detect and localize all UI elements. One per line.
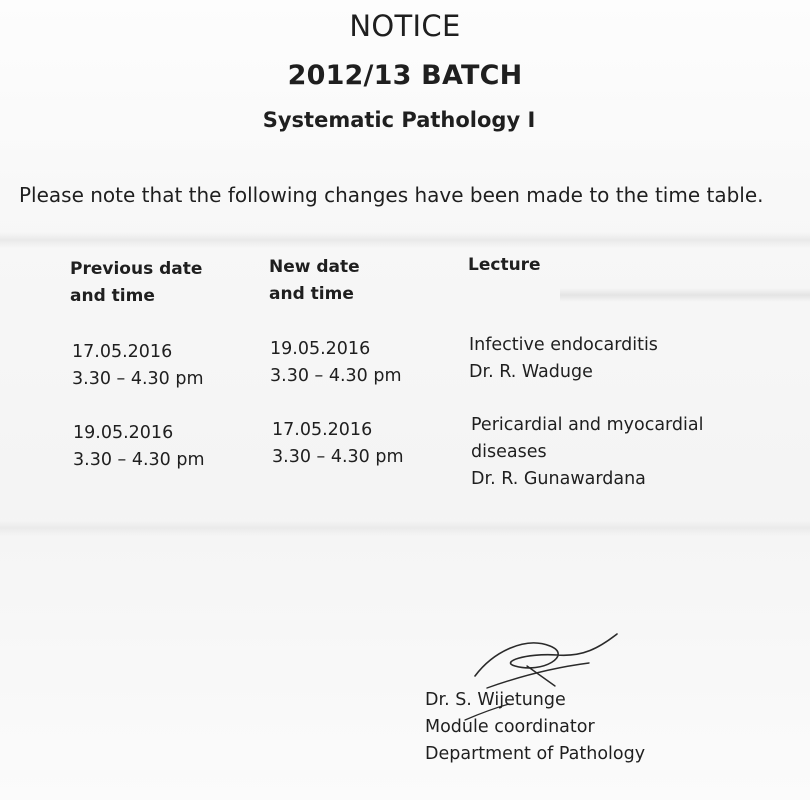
date: 19.05.2016 — [73, 423, 174, 443]
date: 19.05.2016 — [270, 339, 371, 359]
course-title: Systematic Pathology I — [262, 108, 536, 132]
signatory-department: Department of Pathology — [425, 744, 646, 764]
lecture-title: Pericardial and myocardial — [471, 415, 704, 435]
date: 17.05.2016 — [72, 342, 173, 362]
row-1-previous — [72, 339, 204, 393]
lecture-title-continued: diseases — [471, 442, 547, 462]
header-new-date-time — [269, 254, 439, 308]
header-line: and time — [269, 284, 354, 304]
signatory-role: Module coordinator — [425, 717, 595, 737]
row-2-previous — [73, 420, 205, 474]
notice-heading: NOTICE — [349, 9, 461, 43]
header-line: and time — [70, 286, 155, 306]
header-line: New date — [269, 257, 360, 277]
header-lecture: Lecture — [468, 255, 541, 275]
lecturer: Dr. R. Gunawardana — [471, 469, 646, 489]
time: 3.30 – 4.30 pm — [73, 450, 205, 470]
signatory-block — [425, 687, 645, 768]
signatory-name: Dr. S. Wijetunge — [425, 690, 566, 710]
lecture-title: Infective endocarditis — [469, 335, 658, 355]
row-2-lecture — [471, 412, 704, 493]
row-1-lecture — [469, 332, 658, 386]
date: 17.05.2016 — [272, 420, 373, 440]
row-2-new — [272, 417, 404, 471]
intro-text: Please note that the following changes have been made to the time table. — [19, 183, 764, 207]
header-previous-date-time — [70, 256, 240, 310]
time: 3.30 – 4.30 pm — [272, 447, 404, 467]
time: 3.30 – 4.30 pm — [270, 366, 402, 386]
row-1-new — [270, 336, 402, 390]
time: 3.30 – 4.30 pm — [72, 369, 204, 389]
paper-fold-line — [0, 520, 810, 536]
batch-title: 2012/13 BATCH — [287, 60, 523, 91]
header-line: Previous date — [70, 259, 203, 279]
paper-fold-line — [560, 288, 810, 302]
paper-fold-line — [0, 232, 810, 248]
lecturer: Dr. R. Waduge — [469, 362, 593, 382]
